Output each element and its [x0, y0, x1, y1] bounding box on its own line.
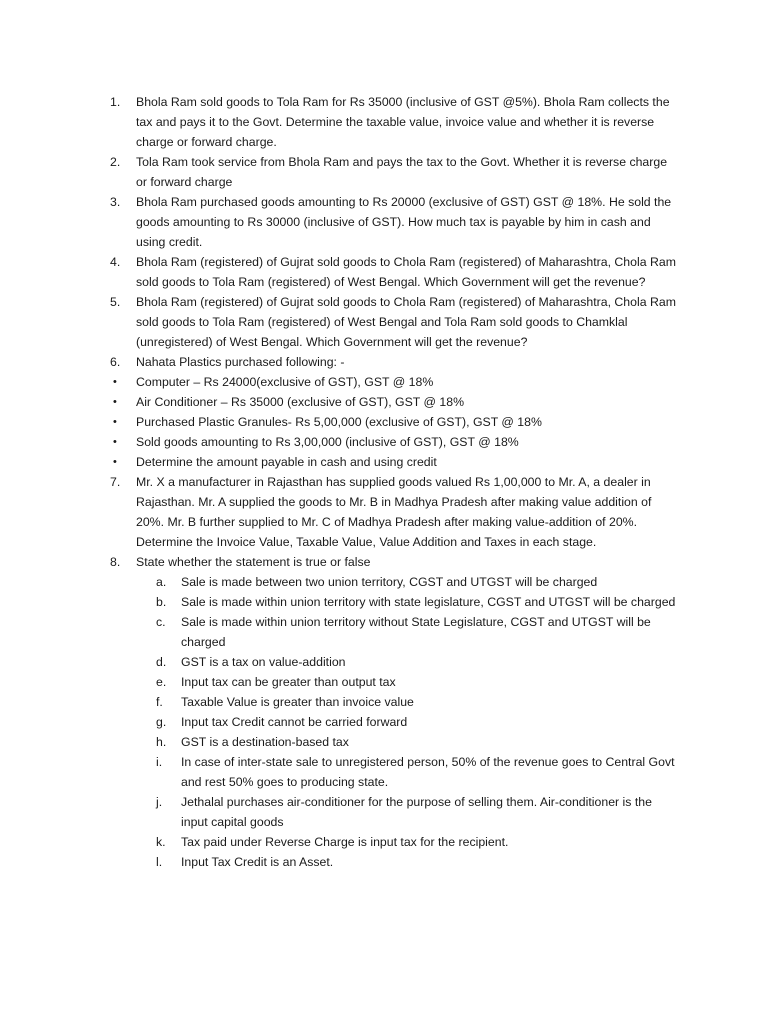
question-number: 3.: [110, 195, 121, 209]
bullet-item: [105, 392, 680, 412]
statement-letter: i.: [156, 755, 163, 769]
statement-item: [105, 612, 680, 652]
statement-text: Input tax can be greater than output tax: [181, 675, 396, 689]
question-number: 6.: [110, 355, 121, 369]
question-item: [105, 352, 680, 372]
question-item: [105, 292, 680, 352]
statement-item: [105, 752, 680, 792]
question-number: 7.: [110, 475, 121, 489]
statement-text: GST is a destination-based tax: [181, 735, 349, 749]
statement-item: [105, 572, 680, 592]
statement-item: [105, 692, 680, 712]
question-item: [105, 552, 680, 572]
bullet-item: [105, 412, 680, 432]
statement-letter: g.: [156, 715, 167, 729]
question-item: [105, 472, 680, 552]
bullet-icon: •: [113, 396, 117, 408]
statement-text: Input tax Credit cannot be carried forward: [181, 715, 408, 729]
statement-letter: h.: [156, 735, 167, 749]
statement-text: Sale is made within union territory with state legislature, CGST and UTGST will be charged: [181, 595, 676, 609]
bullet-icon: •: [113, 416, 117, 428]
statement-letter: f.: [156, 695, 163, 709]
question-item: [105, 252, 680, 292]
statement-letter: l.: [156, 855, 163, 869]
bullet-item: [105, 452, 680, 472]
question-text: Bhola Ram (registered) of Gujrat sold goods to Chola Ram (registered) of Maharashtra, Chola Ram sold goods to Tola Ram (registered) of West Bengal. Which Government will get the revenue?: [136, 255, 676, 289]
question-number: 5.: [110, 295, 121, 309]
bullet-text: Sold goods amounting to Rs 3,00,000 (inclusive of GST), GST @ 18%: [136, 435, 519, 449]
question-item: [105, 92, 680, 152]
statement-text: In case of inter-state sale to unregistered person, 50% of the revenue goes to Central Govt and rest 50% goes to producing state.: [181, 755, 675, 789]
bullet-icon: •: [113, 376, 117, 388]
bullet-item: [105, 432, 680, 452]
statement-letter: c.: [156, 615, 166, 629]
statement-text: Sale is made within union territory without State Legislature, CGST and UTGST will be charged: [181, 615, 651, 649]
statement-item: [105, 592, 680, 612]
question-text: Bhola Ram (registered) of Gujrat sold goods to Chola Ram (registered) of Maharashtra, Chola Ram sold goods to Tola Ram (registered) of West Bengal and Tola Ram sold goods to Chamklal (unregistered) of West Bengal. Which Government will get the revenue?: [136, 295, 676, 349]
statement-letter: b.: [156, 595, 167, 609]
statement-item: [105, 732, 680, 752]
statement-text: GST is a tax on value-addition: [181, 655, 346, 669]
statement-letter: a.: [156, 575, 167, 589]
statement-text: Jethalal purchases air-conditioner for the purpose of selling them. Air-conditioner is the input capital goods: [181, 795, 652, 829]
question-text: Tola Ram took service from Bhola Ram and pays the tax to the Govt. Whether it is reverse charge or forward charge: [136, 155, 668, 189]
statement-item: [105, 672, 680, 692]
question-text: Mr. X a manufacturer in Rajasthan has supplied goods valued Rs 1,00,000 to Mr. A, a dealer in Rajasthan. Mr. A supplied the goods to Mr. B in Madhya Pradesh after making value addition of 20%. Mr. B further supplied to Mr. C of Madhya Pradesh after making value-addition of 20%. Determine the Invoice Value, Taxable Value, Value Addition and Taxes in each stage.: [136, 475, 652, 549]
statement-item: [105, 832, 680, 852]
bullet-text: Determine the amount payable in cash and using credit: [136, 455, 437, 469]
question-number: 1.: [110, 95, 121, 109]
statement-letter: j.: [156, 795, 163, 809]
question-text: Nahata Plastics purchased following: -: [136, 355, 345, 369]
statement-item: [105, 652, 680, 672]
bullet-text: Computer – Rs 24000(exclusive of GST), GST @ 18%: [136, 375, 434, 389]
bullet-icon: •: [113, 436, 117, 448]
bullet-icon: •: [113, 456, 117, 468]
bullet-item: [105, 372, 680, 392]
question-item: [105, 192, 680, 252]
question-text: Bhola Ram sold goods to Tola Ram for Rs 35000 (inclusive of GST @5%). Bhola Ram collects the tax and pays it to the Govt. Determine the taxable value, invoice value and whether it is reverse charge or forward charge.: [136, 95, 670, 149]
statement-text: Tax paid under Reverse Charge is input tax for the recipient.: [181, 835, 509, 849]
statement-item: [105, 852, 680, 872]
question-text: Bhola Ram purchased goods amounting to Rs 20000 (exclusive of GST) GST @ 18%. He sold the goods amounting to Rs 30000 (inclusive of GST). How much tax is payable by him in cash and using credit.: [136, 195, 672, 249]
statement-text: Input Tax Credit is an Asset.: [181, 855, 334, 869]
statement-letter: e.: [156, 675, 167, 689]
question-number: 2.: [110, 155, 121, 169]
bullet-text: Purchased Plastic Granules- Rs 5,00,000 (exclusive of GST), GST @ 18%: [136, 415, 542, 429]
statement-list: [105, 572, 680, 872]
question-text: State whether the statement is true or false: [136, 555, 371, 569]
statement-item: [105, 712, 680, 732]
statement-letter: k.: [156, 835, 166, 849]
statement-text: Taxable Value is greater than invoice value: [181, 695, 414, 709]
question-list: [105, 92, 680, 872]
statement-text: Sale is made between two union territory, CGST and UTGST will be charged: [181, 575, 598, 589]
bullet-text: Air Conditioner – Rs 35000 (exclusive of GST), GST @ 18%: [136, 395, 465, 409]
statement-letter: d.: [156, 655, 167, 669]
statement-item: [105, 792, 680, 832]
question-item: [105, 152, 680, 192]
question-number: 8.: [110, 555, 121, 569]
question-number: 4.: [110, 255, 121, 269]
